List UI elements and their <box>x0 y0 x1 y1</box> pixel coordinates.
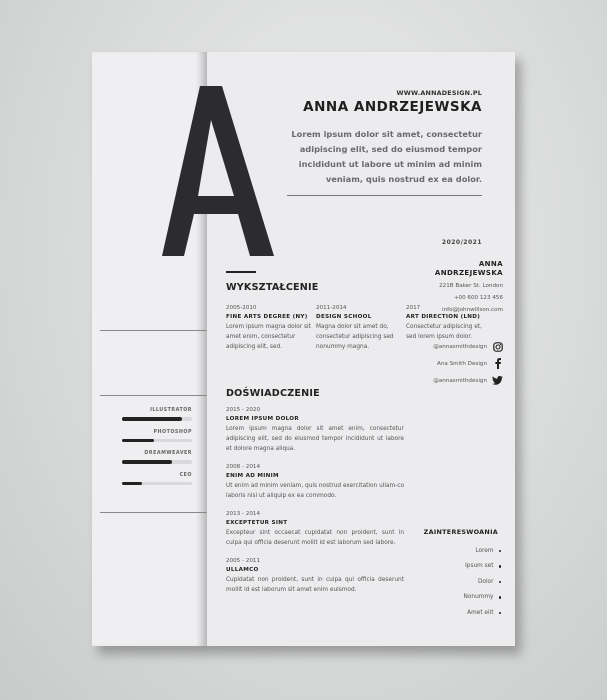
interest-item: Ipsum set <box>464 559 501 575</box>
item-title: FINE ARTS DEGREE (NY) <box>226 314 308 320</box>
date: 2017 <box>406 305 421 311</box>
date: 2005 - 2011 <box>226 558 261 564</box>
item-title: LOREM IPSUM DOLOR <box>226 416 299 422</box>
education-item <box>316 305 406 352</box>
item-text: Lorem ipsum magna dolor sit amet enim, consectetur adipiscing elit, sed do eiusmod tempor incididunt ut labore et dolore magna aliqua. <box>226 426 404 452</box>
email: info@johnwillson.com <box>442 307 503 313</box>
experience-item <box>226 558 404 595</box>
education-item <box>406 305 488 352</box>
skill-bar <box>122 482 192 486</box>
skill-ceo <box>122 473 192 486</box>
social-label: @annasmithdesign <box>433 377 487 384</box>
skill-bar <box>122 460 192 464</box>
sidebar-first-name: ANNA <box>478 260 503 268</box>
education-item <box>226 305 316 352</box>
address: 221B Baker St. London <box>439 283 503 289</box>
skill-label: ILLUSTRATOR <box>150 408 192 413</box>
intro-text: Lorem ipsum dolor sit amet, consectetur adipiscing elit, sed do eiusmod tempor incididunt ut labore ut minim ad minim veniam, quis nostrud ex ea dolor. <box>291 129 482 184</box>
skill-photoshop <box>122 430 192 443</box>
date: 2013 - 2014 <box>226 511 261 517</box>
interest-item: Dolor <box>464 574 501 590</box>
divider <box>100 330 207 331</box>
skills-list <box>122 408 192 494</box>
resume-main <box>207 52 515 646</box>
social-label: Ana Smith Design <box>437 360 487 367</box>
date: 2011-2014 <box>316 305 347 311</box>
divider <box>100 512 207 513</box>
year-label: 2020/2021 <box>441 239 482 246</box>
skill-bar <box>122 439 192 443</box>
skill-label: CEO <box>179 472 192 478</box>
education-list <box>226 305 488 352</box>
skill-illustrator <box>122 408 192 421</box>
interest-item: Amet elit <box>464 605 501 621</box>
section-bar <box>226 271 256 273</box>
skill-label: DREAMWEAVER <box>144 451 192 456</box>
resume-sheet <box>92 52 515 646</box>
experience-item <box>226 464 404 501</box>
date: 2015 - 2020 <box>226 407 261 413</box>
interest-item: Nonummy <box>464 590 501 606</box>
item-title: EXCEPTETUR SINT <box>226 520 288 526</box>
item-text: Ut enim ad minim veniam, quis nostrud exercitation ullam-co laboris nisi ut aliquip ex ea commodo. <box>226 483 404 499</box>
experience-list <box>226 407 404 605</box>
item-title: ART DIRECTION (LND) <box>406 314 481 320</box>
item-title: DESIGN SCHOOL <box>316 314 372 320</box>
date: 2005-2010 <box>226 305 257 311</box>
website-link[interactable]: WWW.ANNADESIGN.PL <box>396 89 482 97</box>
divider <box>100 395 207 396</box>
date: 2008 - 2014 <box>226 464 261 470</box>
interests-title: ZAINTERESWOANIA <box>423 528 498 536</box>
social-label: @annasmithdesign <box>433 343 487 350</box>
experience-item <box>226 407 404 454</box>
item-text: Excepteur sint occaecat cupidatat non proident, sunt in culpa qui officia deserunt mollit id est laborum sed labore. <box>226 530 404 546</box>
skill-bar <box>122 417 192 421</box>
item-title: ULLAMCO <box>226 567 259 573</box>
phone: +00 600 123 456 <box>453 295 503 301</box>
item-title: ENIM AD MINIM <box>226 473 279 479</box>
skill-label: PHOTOSHOP <box>153 429 192 435</box>
sidebar-last-name: ANDRZEJEWSKA <box>434 269 503 277</box>
item-text: Magna dolor sit amet do, consectetur adipiscing sed nonummy magna. <box>316 324 394 350</box>
page-title: ANNA ANDRZEJEWSKA <box>303 99 482 115</box>
education-title: WYKSZTAŁCENIE <box>226 282 319 293</box>
experience-item <box>226 511 404 548</box>
divider <box>287 195 482 196</box>
item-text: Consectetur adipiscing et, sed lorem ipsum dolor. <box>406 324 482 340</box>
experience-title: DOŚWIADCZENIE <box>226 388 320 399</box>
interest-item: Lorem <box>464 543 501 559</box>
item-text: Lorem ipsum magna dolor sit amet enim, consectetur adipiscing elit, sed. <box>226 324 311 350</box>
skill-dreamweaver <box>122 451 192 464</box>
item-text: Cupidatat non proident, sunt in culpa qui officia deserunt mollit id est laborum sit amet enim euismod. <box>226 577 404 593</box>
